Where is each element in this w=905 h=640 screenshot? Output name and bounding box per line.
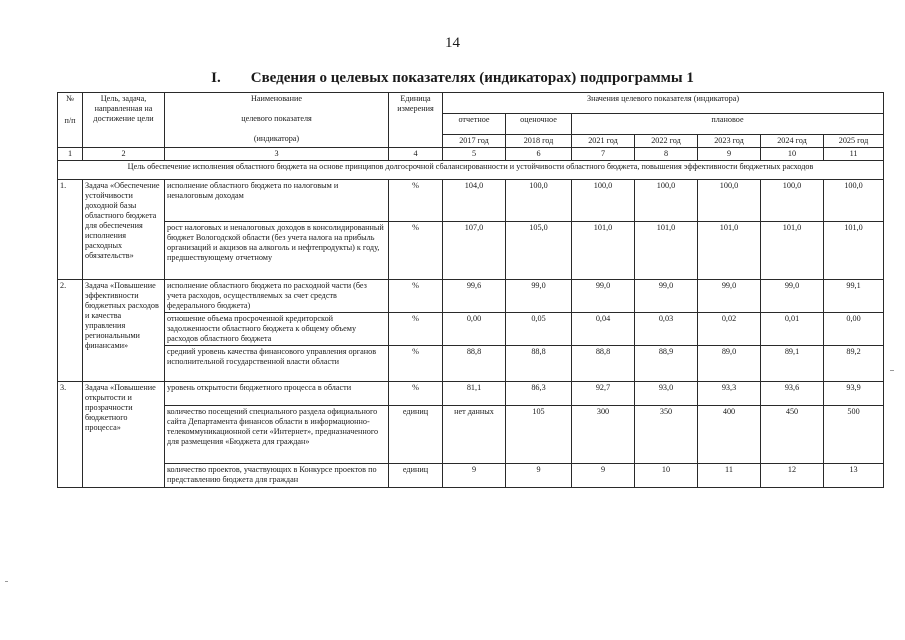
header-goal-task: Цель, задача, направленная на достижение цели (83, 93, 165, 148)
indicator-unit: единиц (389, 406, 443, 464)
table-row (58, 382, 884, 406)
value-cell: 0,05 (506, 313, 572, 346)
value-cell: 100,0 (761, 180, 824, 222)
indicator-unit: % (389, 180, 443, 222)
value-cell: 9 (443, 464, 506, 488)
table-row (58, 406, 884, 464)
goal-text: Цель обеспечение исполнения областного бюджета на основе принципов долгосрочной сбалансированности и устойчивости областного бюджета, повышения эффективности бюджетных расходов (58, 161, 884, 180)
column-number: 9 (698, 148, 761, 161)
value-cell: 105,0 (506, 222, 572, 280)
table-row (58, 280, 884, 313)
indicator-name: количество проектов, участвующих в Конкурсе проектов по представлению бюджета для граждан (165, 464, 389, 488)
column-number: 8 (635, 148, 698, 161)
value-cell: 99,1 (824, 280, 884, 313)
indicators-table (57, 92, 884, 488)
value-cell: 11 (698, 464, 761, 488)
header-estimated: оценочное (506, 114, 572, 135)
column-number: 6 (506, 148, 572, 161)
value-cell: 0,04 (572, 313, 635, 346)
value-cell: 86,3 (506, 382, 572, 406)
value-cell: 99,0 (572, 280, 635, 313)
value-cell: 101,0 (572, 222, 635, 280)
header-year: 2024 год (761, 135, 824, 148)
page-number: 14 (445, 35, 460, 51)
section-numeral: I. (211, 70, 221, 86)
value-cell: 99,0 (761, 280, 824, 313)
value-cell: 93,0 (635, 382, 698, 406)
indicator-name: исполнение областного бюджета по налоговым и неналоговым доходам (165, 180, 389, 222)
indicator-unit: % (389, 313, 443, 346)
value-cell: 92,7 (572, 382, 635, 406)
value-cell: 9 (572, 464, 635, 488)
value-cell: 99,0 (698, 280, 761, 313)
header-planned: плановое (572, 114, 884, 135)
column-number: 11 (824, 148, 884, 161)
value-cell: 100,0 (506, 180, 572, 222)
value-cell: 100,0 (572, 180, 635, 222)
indicator-unit: % (389, 382, 443, 406)
indicator-name: рост налоговых и неналоговых доходов в консолидированный бюджет Вологодской области (без учета налога на прибыль организаций и акцизов на алкоголь и нефтепродукты) к году, предшествующему отчетному (165, 222, 389, 280)
value-cell: 0,00 (443, 313, 506, 346)
value-cell: 0,02 (698, 313, 761, 346)
value-cell: 89,2 (824, 346, 884, 382)
header-year: 2021 год (572, 135, 635, 148)
value-cell: 13 (824, 464, 884, 488)
table-row (58, 464, 884, 488)
value-cell: 0,00 (824, 313, 884, 346)
header-number-sign: № (66, 94, 74, 103)
value-cell: 0,03 (635, 313, 698, 346)
value-cell: 101,0 (824, 222, 884, 280)
value-cell: 400 (698, 406, 761, 464)
header-year: 2023 год (698, 135, 761, 148)
task-description: Задача «Повышение открытости и прозрачности бюджетного процесса» (83, 382, 165, 488)
header-values-title: Значения целевого показателя (индикатора) (443, 93, 884, 114)
indicator-unit: % (389, 346, 443, 382)
indicator-name: средний уровень качества финансового управления органов исполнительной государственной власти области (165, 346, 389, 382)
header-indicator-name-cell (165, 93, 389, 148)
column-number-row (58, 148, 884, 161)
value-cell: 100,0 (824, 180, 884, 222)
value-cell: 100,0 (698, 180, 761, 222)
header-reported: отчетное (443, 114, 506, 135)
header-unit: Единица измерения (389, 93, 443, 148)
indicator-unit: % (389, 280, 443, 313)
header-year: 2017 год (443, 135, 506, 148)
indicator-name: уровень открытости бюджетного процесса в области (165, 382, 389, 406)
task-description: Задача «Обеспечение устойчивости доходной базы областного бюджета для обеспечения исполнения расходных обязательств» (83, 180, 165, 280)
column-number: 5 (443, 148, 506, 161)
value-cell: 88,9 (635, 346, 698, 382)
header-row-1 (58, 93, 884, 114)
value-cell: 81,1 (443, 382, 506, 406)
column-number: 3 (165, 148, 389, 161)
table-row (58, 180, 884, 222)
document-title (0, 70, 905, 87)
task-number: 2. (58, 280, 83, 382)
indicator-unit: единиц (389, 464, 443, 488)
column-number: 1 (58, 148, 83, 161)
task-number: 1. (58, 180, 83, 280)
value-cell: 0,01 (761, 313, 824, 346)
column-number: 7 (572, 148, 635, 161)
value-cell: 88,8 (443, 346, 506, 382)
header-pp: п/п (64, 116, 76, 125)
value-cell: 88,8 (572, 346, 635, 382)
column-number: 10 (761, 148, 824, 161)
value-cell: 101,0 (761, 222, 824, 280)
value-cell: 93,6 (761, 382, 824, 406)
indicator-name: исполнение областного бюджета по расходной части (без учета расходов, осуществляемых за счет средств федерального бюджета) (165, 280, 389, 313)
value-cell: 100,0 (635, 180, 698, 222)
value-cell: 9 (506, 464, 572, 488)
value-cell: 93,3 (698, 382, 761, 406)
header-year: 2025 год (824, 135, 884, 148)
header-indicator-name-2: целевого показателя (241, 114, 312, 123)
value-cell: 300 (572, 406, 635, 464)
indicator-name: количество посещений специального раздела официального сайта Департамента финансов области в информационно-телекоммуникационной сети «Интернет», предназначенного для размещения «Бюджета для граждан» (165, 406, 389, 464)
goal-row (58, 161, 884, 180)
table-row (58, 222, 884, 280)
task-description: Задача «Повышение эффективности бюджетных расходов и качества управления региональными финансами» (83, 280, 165, 382)
value-cell: 104,0 (443, 180, 506, 222)
scan-mark (5, 581, 8, 582)
value-cell: 500 (824, 406, 884, 464)
value-cell: 88,8 (506, 346, 572, 382)
header-number-cell (58, 93, 83, 148)
value-cell: 89,0 (698, 346, 761, 382)
value-cell: 350 (635, 406, 698, 464)
value-cell: 101,0 (635, 222, 698, 280)
header-indicator-name: Наименование (250, 94, 302, 103)
value-cell: 99,0 (635, 280, 698, 313)
header-year: 2018 год (506, 135, 572, 148)
value-cell: 99,0 (506, 280, 572, 313)
indicator-name: отношение объема просроченной кредиторской задолженности областного бюджета к общему объему расходов областного бюджета (165, 313, 389, 346)
value-cell: 10 (635, 464, 698, 488)
value-cell: 101,0 (698, 222, 761, 280)
value-cell: 107,0 (443, 222, 506, 280)
task-number: 3. (58, 382, 83, 488)
value-cell: 105 (506, 406, 572, 464)
value-cell: 450 (761, 406, 824, 464)
indicator-unit: % (389, 222, 443, 280)
header-year: 2022 год (635, 135, 698, 148)
column-number: 2 (83, 148, 165, 161)
column-number: 4 (389, 148, 443, 161)
scan-mark (890, 370, 894, 371)
table-row (58, 346, 884, 382)
value-cell: 89,1 (761, 346, 824, 382)
value-cell: 12 (761, 464, 824, 488)
value-cell: нет данных (443, 406, 506, 464)
section-title: Сведения о целевых показателях (индикаторах) подпрограммы 1 (250, 70, 694, 86)
value-cell: 99,6 (443, 280, 506, 313)
table-row (58, 313, 884, 346)
value-cell: 93,9 (824, 382, 884, 406)
header-indicator-name-3: (индикатора) (253, 134, 300, 143)
